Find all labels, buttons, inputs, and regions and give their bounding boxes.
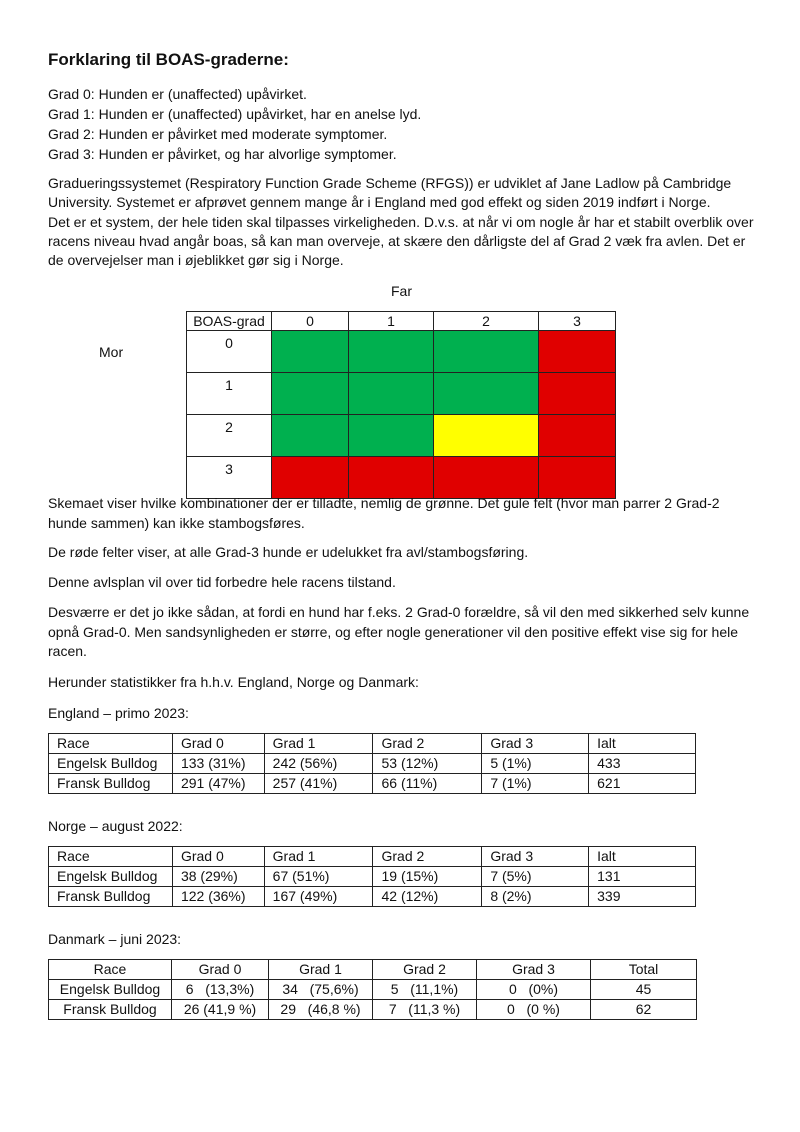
table-cell: 29 (46,8 %) bbox=[269, 1000, 373, 1020]
mor-label: Mor bbox=[99, 344, 124, 360]
table-header-row bbox=[49, 734, 696, 754]
table-header-cell: Ialt bbox=[589, 734, 696, 754]
table-row bbox=[49, 774, 696, 794]
matrix-cell bbox=[349, 331, 434, 373]
breeding-matrix bbox=[186, 311, 616, 499]
table-cell: Fransk Bulldog bbox=[49, 1000, 172, 1020]
danmark-caption: Danmark – juni 2023: bbox=[48, 931, 182, 947]
table-header-cell: Race bbox=[49, 847, 173, 867]
matrix-cell bbox=[539, 373, 616, 415]
matrix-row-label: 1 bbox=[187, 373, 272, 415]
table-header-cell: Grad 3 bbox=[477, 960, 591, 980]
norge-stats-table bbox=[48, 846, 696, 907]
paragraph-breeding-plan: Denne avlsplan vil over tid forbedre hele racens tilstand. bbox=[48, 574, 396, 590]
matrix-row bbox=[187, 373, 616, 415]
intro-paragraph-2: Det er et system, der hele tiden skal tilpasses virkeligheden. D.v.s. at når vi om nogle år har et stabilt overblik over racens niveau hvad angår boas, så kan man overveje, at skære den dårligste del af Grad 2 væk fra avlen. Det er de overvejelser man i øjeblikket gør sig i Norge. bbox=[48, 213, 754, 269]
table-cell: 6 (13,3%) bbox=[172, 980, 269, 1000]
table-cell: Fransk Bulldog bbox=[49, 774, 173, 794]
matrix-row bbox=[187, 415, 616, 457]
table-cell: 7 (5%) bbox=[482, 867, 589, 887]
table-header-cell: Race bbox=[49, 960, 172, 980]
matrix-cell bbox=[539, 415, 616, 457]
matrix-row-label: 0 bbox=[187, 331, 272, 373]
table-cell: 38 (29%) bbox=[172, 867, 264, 887]
table-cell: 0 (0 %) bbox=[477, 1000, 591, 1020]
table-header-cell: Grad 2 bbox=[373, 847, 482, 867]
table-cell: 242 (56%) bbox=[264, 754, 373, 774]
table-cell: Engelsk Bulldog bbox=[49, 867, 173, 887]
table-row bbox=[49, 1000, 697, 1020]
matrix-row-label: 3 bbox=[187, 457, 272, 499]
table-cell: Engelsk Bulldog bbox=[49, 754, 173, 774]
paragraph-probability: Desværre er det jo ikke sådan, at fordi en hund har f.eks. 2 Grad-0 forældre, så vil den med sikkerhed selv kunne opnå Grad-0. Men sandsynligheden er større, og efter nogle generationer vil den positive effekt vise sig for hele racen. bbox=[48, 604, 750, 659]
matrix-cell bbox=[349, 373, 434, 415]
table-cell: 5 (11,1%) bbox=[373, 980, 477, 1000]
danmark-stats-table bbox=[48, 959, 697, 1020]
table-header-cell: Grad 3 bbox=[482, 847, 589, 867]
england-stats-table bbox=[48, 733, 696, 794]
table-cell: 7 (1%) bbox=[482, 774, 589, 794]
table-header-cell: Grad 2 bbox=[373, 734, 482, 754]
table-header-cell: Race bbox=[49, 734, 173, 754]
intro-paragraph-1: Gradueringssystemet (Respiratory Function Grade Scheme (RFGS)) er udviklet af Jane Ladlow på Cambridge University. Systemet er afprøvet gennem mange år i England med god effekt og siden 2019 indført i Norge. bbox=[48, 175, 732, 211]
table-cell: 133 (31%) bbox=[172, 754, 264, 774]
table-header-cell: Grad 1 bbox=[264, 734, 373, 754]
table-cell: 257 (41%) bbox=[264, 774, 373, 794]
table-row bbox=[49, 887, 696, 907]
far-label: Far bbox=[391, 283, 412, 299]
paragraph-statistics-intro: Herunder statistikker fra h.h.v. England, Norge og Danmark: bbox=[48, 674, 419, 690]
matrix-cell bbox=[539, 457, 616, 499]
table-cell: 66 (11%) bbox=[373, 774, 482, 794]
table-cell: Fransk Bulldog bbox=[49, 887, 173, 907]
grade-item-0: Grad 0: Hunden er (unaffected) upåvirket. bbox=[48, 86, 307, 102]
table-cell: 8 (2%) bbox=[482, 887, 589, 907]
england-caption: England – primo 2023: bbox=[48, 705, 189, 721]
matrix-cell bbox=[349, 457, 434, 499]
table-header-cell: Grad 1 bbox=[264, 847, 373, 867]
table-header-cell: Grad 0 bbox=[172, 847, 264, 867]
table-row bbox=[49, 754, 696, 774]
table-cell: 621 bbox=[589, 774, 696, 794]
table-cell: 53 (12%) bbox=[373, 754, 482, 774]
grade-item-2: Grad 2: Hunden er påvirket med moderate symptomer. bbox=[48, 126, 388, 142]
table-header-cell: Grad 2 bbox=[373, 960, 477, 980]
table-cell: 42 (12%) bbox=[373, 887, 482, 907]
matrix-col-2: 2 bbox=[434, 312, 539, 331]
matrix-col-3: 3 bbox=[539, 312, 616, 331]
matrix-cell bbox=[272, 457, 349, 499]
matrix-col-0: 0 bbox=[272, 312, 349, 331]
table-header-cell: Grad 1 bbox=[269, 960, 373, 980]
matrix-header-row bbox=[187, 312, 616, 331]
matrix-cell bbox=[434, 331, 539, 373]
table-cell: 34 (75,6%) bbox=[269, 980, 373, 1000]
matrix-cell bbox=[272, 415, 349, 457]
table-cell: 45 bbox=[591, 980, 697, 1000]
table-cell: 62 bbox=[591, 1000, 697, 1020]
table-header-row bbox=[49, 960, 697, 980]
matrix-cell bbox=[272, 373, 349, 415]
matrix-row bbox=[187, 331, 616, 373]
grade-item-3: Grad 3: Hunden er påvirket, og har alvorlige symptomer. bbox=[48, 146, 397, 162]
matrix-corner-label: BOAS-grad bbox=[187, 312, 272, 331]
paragraph-red-fields: De røde felter viser, at alle Grad-3 hunde er udelukket fra avl/stambogsføring. bbox=[48, 544, 529, 560]
table-header-cell: Grad 0 bbox=[172, 960, 269, 980]
matrix-cell bbox=[539, 331, 616, 373]
matrix-cell bbox=[434, 457, 539, 499]
table-cell: 339 bbox=[589, 887, 696, 907]
table-header-cell: Grad 3 bbox=[482, 734, 589, 754]
grade-list bbox=[48, 84, 421, 164]
table-header-row bbox=[49, 847, 696, 867]
table-cell: 433 bbox=[589, 754, 696, 774]
table-cell: 122 (36%) bbox=[172, 887, 264, 907]
matrix-cell bbox=[434, 415, 539, 457]
table-cell: 19 (15%) bbox=[373, 867, 482, 887]
table-row bbox=[49, 980, 697, 1000]
paragraph-matrix-explanation: Skemaet viser hvilke kombinationer der er tilladte, nemlig de grønne. Det gule felt (hvor man parrer 2 Grad-2 hunde sammen) kan ikke stambogsføres. bbox=[48, 495, 720, 531]
table-header-cell: Ialt bbox=[589, 847, 696, 867]
matrix-row-label: 2 bbox=[187, 415, 272, 457]
matrix-cell bbox=[272, 331, 349, 373]
norge-caption: Norge – august 2022: bbox=[48, 818, 183, 834]
matrix-col-1: 1 bbox=[349, 312, 434, 331]
matrix-cell bbox=[434, 373, 539, 415]
table-cell: 5 (1%) bbox=[482, 754, 589, 774]
table-cell: 26 (41,9 %) bbox=[172, 1000, 269, 1020]
matrix-cell bbox=[349, 415, 434, 457]
grade-item-1: Grad 1: Hunden er (unaffected) upåvirket, har en anelse lyd. bbox=[48, 106, 422, 122]
document-title: Forklaring til BOAS-graderne: bbox=[48, 50, 289, 69]
intro-text bbox=[48, 174, 758, 270]
table-row bbox=[49, 867, 696, 887]
table-header-cell: Grad 0 bbox=[172, 734, 264, 754]
table-cell: 7 (11,3 %) bbox=[373, 1000, 477, 1020]
table-cell: 67 (51%) bbox=[264, 867, 373, 887]
table-cell: 0 (0%) bbox=[477, 980, 591, 1000]
table-cell: Engelsk Bulldog bbox=[49, 980, 172, 1000]
matrix-row bbox=[187, 457, 616, 499]
table-cell: 167 (49%) bbox=[264, 887, 373, 907]
table-cell: 291 (47%) bbox=[172, 774, 264, 794]
table-header-cell: Total bbox=[591, 960, 697, 980]
table-cell: 131 bbox=[589, 867, 696, 887]
